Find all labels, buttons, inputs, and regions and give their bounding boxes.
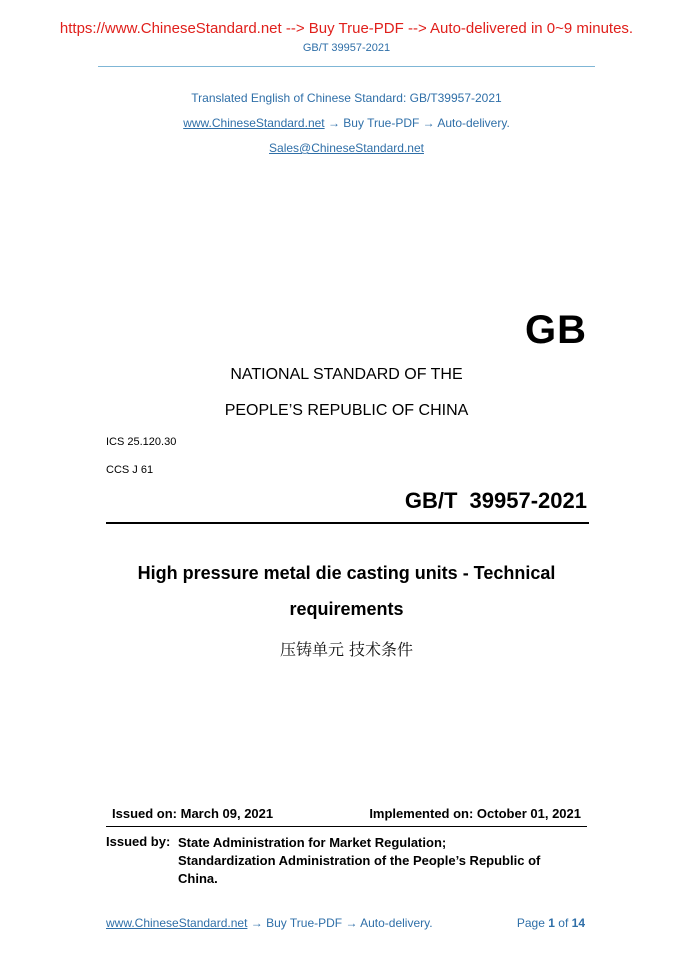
issuer-line1: State Administration for Market Regulation;	[178, 835, 447, 850]
translation-purchase-line	[0, 116, 693, 130]
ccs-code: CCS J 61	[106, 464, 154, 476]
sales-email-link[interactable]: Sales@ChineseStandard.net	[269, 141, 424, 155]
issued-by-authorities	[178, 834, 598, 888]
page-current: 1	[548, 916, 555, 930]
footer-purchase-line	[106, 916, 433, 930]
national-standard-line2: PEOPLE’S REPUBLIC OF CHINA	[224, 402, 469, 419]
running-header: GB/T 39957-2021	[302, 42, 391, 54]
title-divider	[106, 522, 589, 524]
page-label: Page	[516, 916, 545, 930]
gb-logo: GB	[525, 308, 587, 352]
issued-on-date: Issued on: March 09, 2021	[112, 806, 274, 821]
site-link[interactable]: www.ChineseStandard.net	[183, 116, 325, 130]
issuer-divider	[106, 826, 587, 827]
footer-site-link[interactable]: www.ChineseStandard.net	[106, 916, 248, 930]
implemented-on-date: Implemented on: October 01, 2021	[369, 806, 581, 821]
page-total: 14	[571, 916, 585, 930]
page-indicator	[517, 916, 585, 930]
sales-email-line	[0, 141, 693, 155]
issuer-line3: China.	[178, 871, 218, 886]
issuer-line2: Standardization Administration of the People’s Republic of	[178, 853, 541, 868]
page-of: of	[558, 916, 569, 930]
document-title-line2: requirements	[289, 599, 404, 619]
header-divider	[98, 66, 595, 67]
translation-note: Translated English of Chinese Standard: GB/T39957-2021	[191, 91, 502, 105]
ics-code: ICS 25.120.30	[106, 436, 177, 448]
top-banner[interactable]: https://www.ChineseStandard.net --> Buy True-PDF --> Auto-delivered in 0~9 minutes.	[59, 20, 634, 37]
purchase-text: → Buy True-PDF → Auto-delivery.	[324, 116, 510, 130]
footer-purchase-text: → Buy True-PDF → Auto-delivery.	[247, 916, 433, 930]
standard-number: GB/T 39957-2021	[404, 488, 587, 513]
document-title-line1: High pressure metal die casting units - Technical	[137, 563, 556, 583]
chinese-title: 压铸单元 技术条件	[279, 640, 414, 659]
national-standard-line1: NATIONAL STANDARD OF THE	[230, 366, 463, 383]
issued-by-label: Issued by:	[106, 834, 171, 849]
